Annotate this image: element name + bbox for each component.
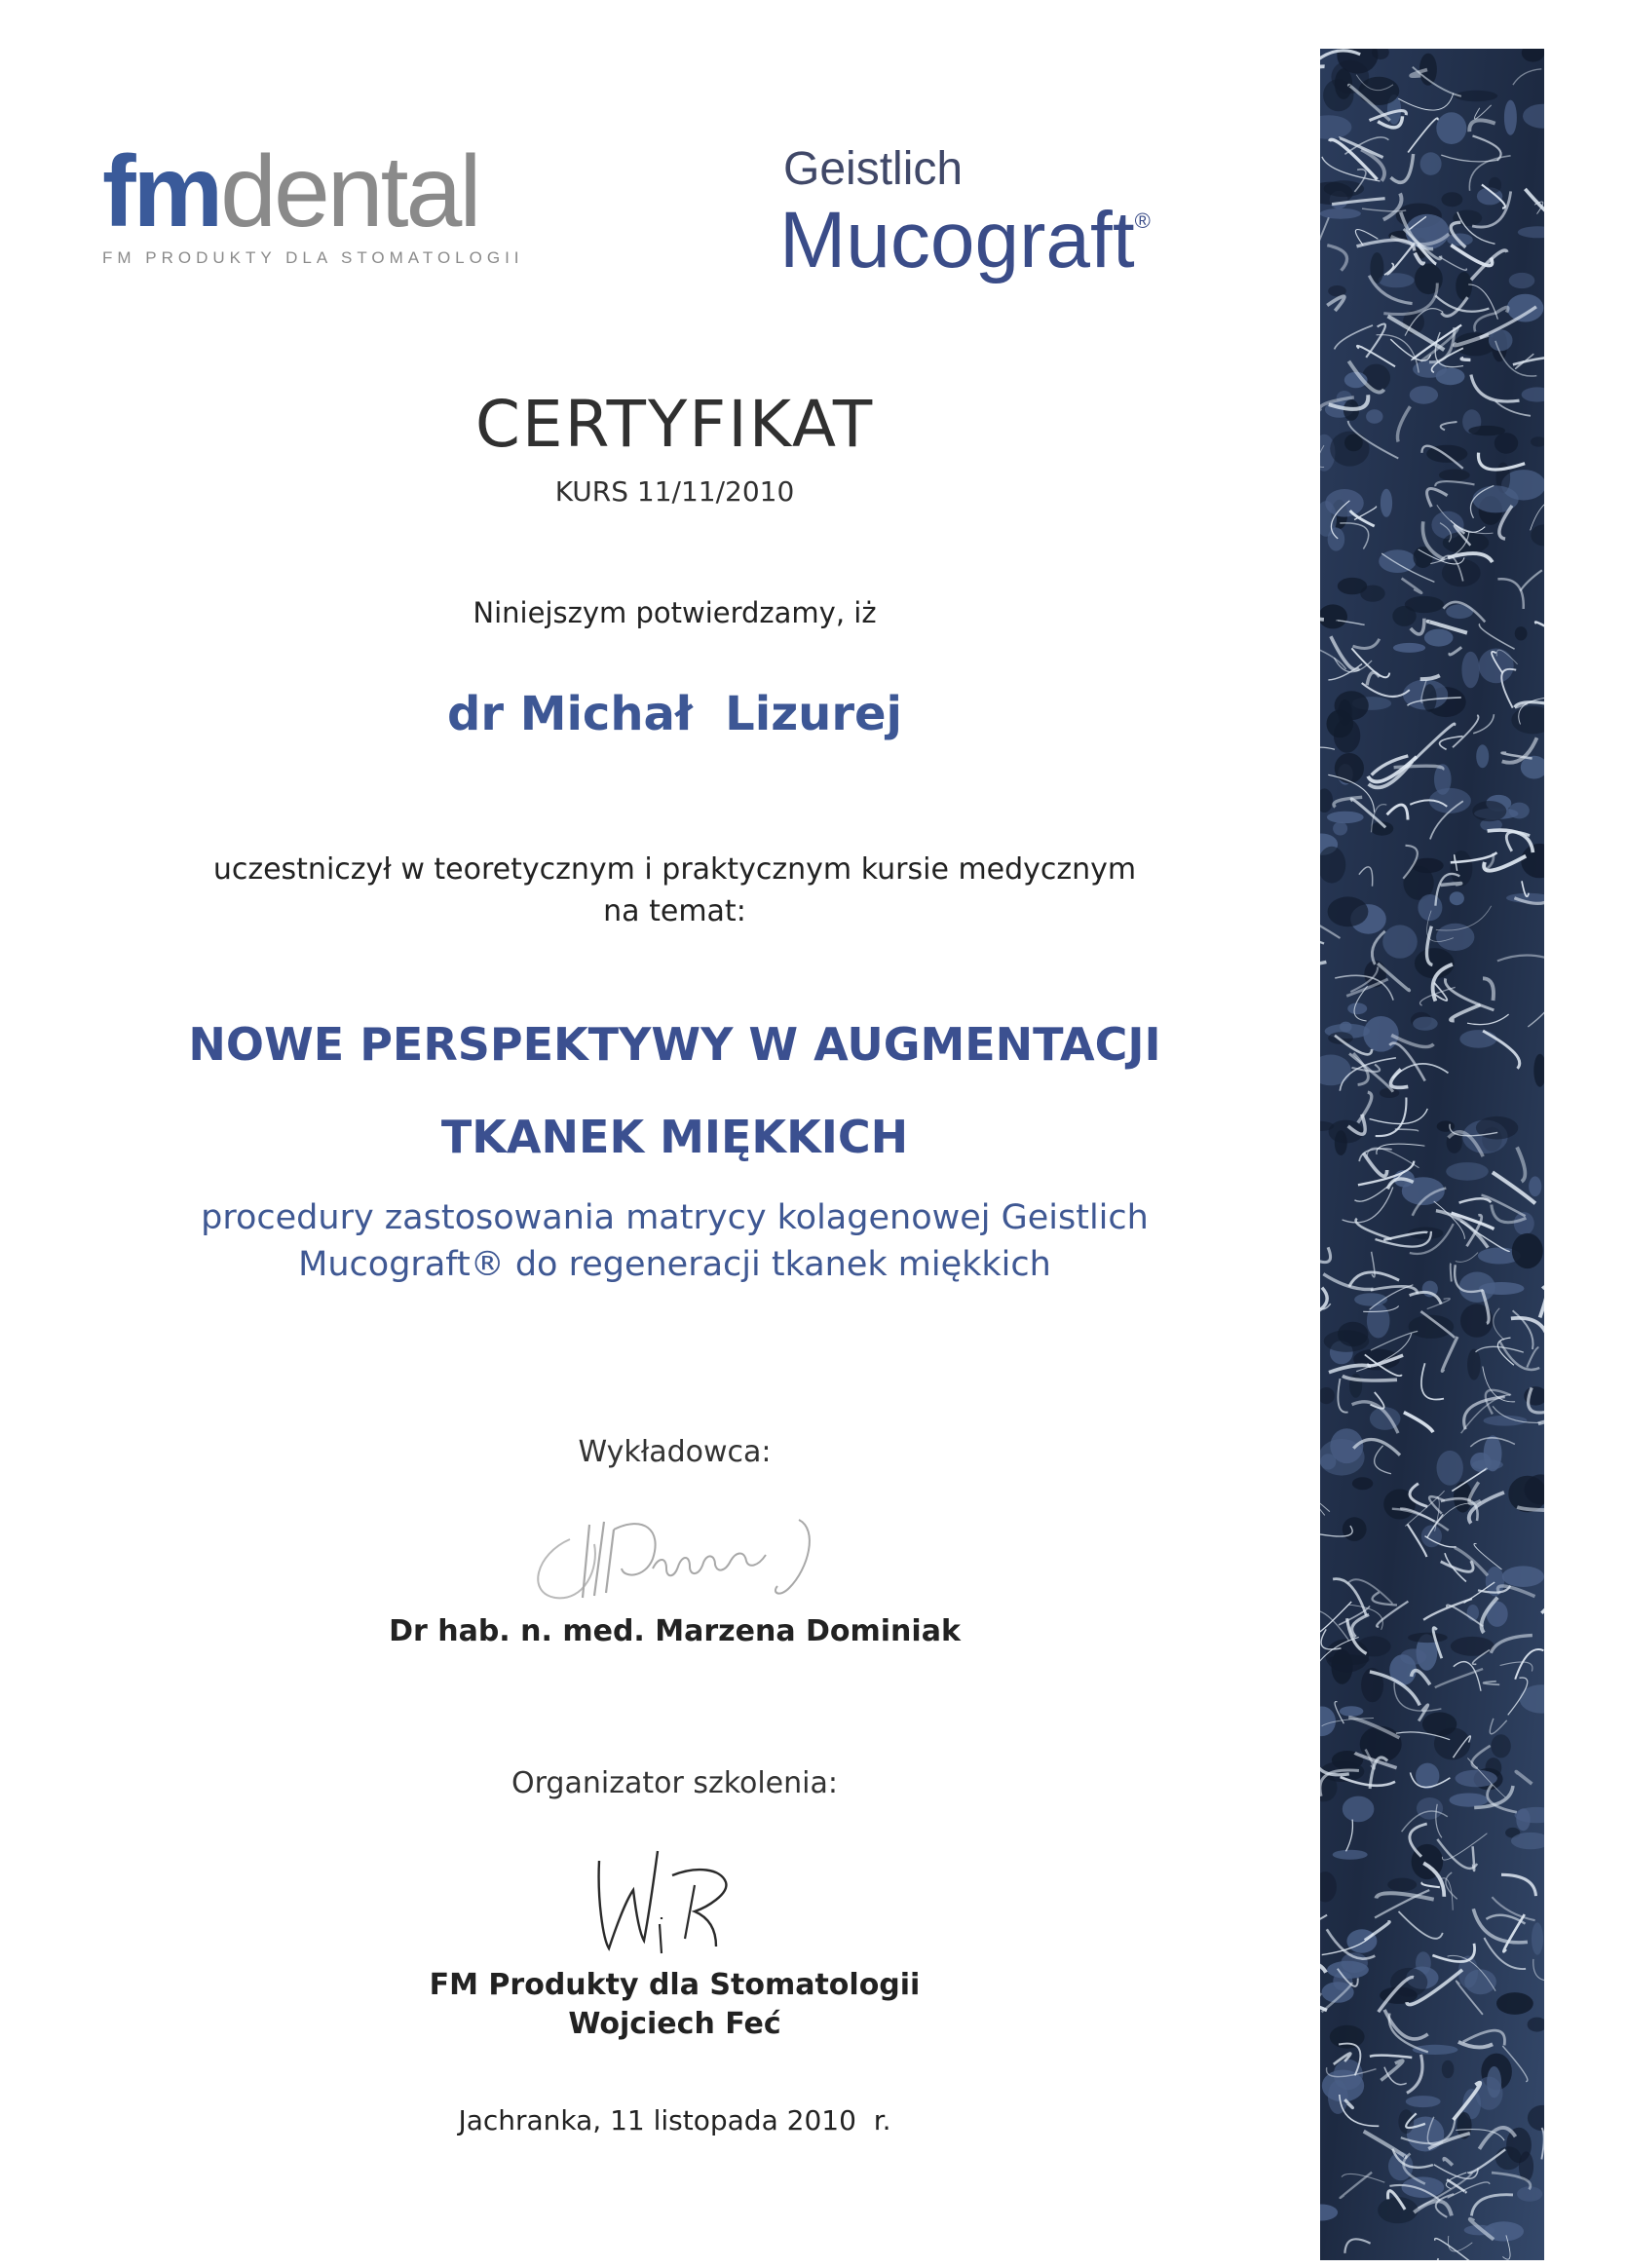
organizer-company: FM Produkty dla Stomatologii xyxy=(429,1968,921,2002)
organizer-signature-icon xyxy=(580,1832,775,1968)
strip-pore xyxy=(1352,1477,1373,1490)
strip-pore xyxy=(1461,652,1479,689)
course-topic-line2: TKANEK MIĘKKICH xyxy=(440,1111,909,1163)
strip-pore xyxy=(1491,1734,1510,1758)
strip-pore xyxy=(1387,1878,1417,1892)
strip-pore xyxy=(1379,273,1415,287)
strip-pore xyxy=(1516,1808,1530,1831)
strip-pore xyxy=(1328,1032,1353,1044)
strip-pore xyxy=(1451,1637,1495,1656)
strip-pore xyxy=(1422,684,1436,712)
strip-pore xyxy=(1450,1794,1489,1807)
strip-pore xyxy=(1340,1706,1364,1717)
strip-pore xyxy=(1464,1969,1496,1994)
course-code: KURS 11/11/2010 xyxy=(554,475,795,508)
strip-pore xyxy=(1436,112,1466,144)
strip-pore xyxy=(1335,753,1364,783)
lecturer-label: Wykładowca: xyxy=(578,1435,772,1469)
strip-pore xyxy=(1504,100,1517,135)
strip-pore xyxy=(1325,1639,1369,1672)
strip-pore xyxy=(1413,1017,1438,1031)
course-description-line1: procedury zastosowania matrycy kolagenowej Geistlich xyxy=(201,1198,1149,1237)
strip-pore xyxy=(1436,924,1474,951)
dental-part: dental xyxy=(220,135,479,248)
strip-pore xyxy=(1382,925,1418,958)
lecturer-signature-icon xyxy=(516,1500,838,1607)
registered-mark: ® xyxy=(1134,208,1151,233)
strip-pore xyxy=(1320,208,1361,219)
strip-pore xyxy=(1330,2025,1365,2049)
strip-pore xyxy=(1495,2146,1522,2170)
strip-pore xyxy=(1340,1022,1352,1033)
participation-text-line1: uczestniczył w teoretycznym i praktycznym kursie medycznym xyxy=(212,852,1137,887)
strip-pore xyxy=(1502,1566,1544,1587)
strip-pore xyxy=(1442,192,1463,207)
strip-pore xyxy=(1415,264,1443,295)
strip-pore xyxy=(1328,896,1369,926)
strip-pore xyxy=(1379,549,1416,573)
lecturer-name: Dr hab. n. med. Marzena Dominiak xyxy=(389,1614,961,1648)
strip-pore xyxy=(1327,812,1364,823)
strip-pore xyxy=(1402,2176,1445,2198)
organizer-label: Organizator szkolenia: xyxy=(511,1766,838,1800)
course-topic-line1: NOWE PERSPEKTYWY W AUGMENTACJI xyxy=(188,1018,1161,1071)
strip-pore xyxy=(1487,2066,1501,2098)
strip-pore xyxy=(1529,1176,1541,1196)
strip-pore xyxy=(1338,578,1367,594)
strip-pore xyxy=(1424,629,1454,647)
geistlich-wordmark: Geistlich xyxy=(783,143,964,195)
collagen-matrix-decorative-strip xyxy=(1320,49,1544,2260)
strip-pore xyxy=(1496,1992,1533,2015)
strip-pore xyxy=(1442,2060,1455,2079)
strip-pore xyxy=(1484,1435,1502,1471)
strip-pore xyxy=(1358,77,1399,105)
strip-pore xyxy=(1415,948,1455,978)
strip-fiber xyxy=(1440,884,1460,886)
certificate-title: CERTYFIKAT xyxy=(474,387,875,462)
strip-pore xyxy=(1509,273,1535,288)
strip-pore xyxy=(1417,1797,1443,1820)
fmdental-subtitle: FM PRODUKTY DLA STOMATOLOGII xyxy=(102,248,524,267)
course-description-line2: Mucograft® do regeneracji tkanek miękkich xyxy=(298,1245,1051,1284)
strip-pore xyxy=(1333,822,1347,836)
strip-pore xyxy=(1324,1330,1370,1352)
strip-pore xyxy=(1437,1120,1455,1131)
strip-pore xyxy=(1418,894,1442,921)
strip-pore xyxy=(1479,649,1514,684)
strip-pore xyxy=(1408,1633,1448,1643)
strip-pore xyxy=(1467,1349,1481,1380)
strip-pore xyxy=(1392,606,1416,626)
strip-pore xyxy=(1472,801,1506,821)
place-and-date: Jachranka, 11 listopada 2010 r. xyxy=(458,2104,891,2136)
mucograft-text: Mucograft xyxy=(779,196,1135,284)
geistlich-mucograft-logo xyxy=(779,143,1228,284)
strip-pore xyxy=(1515,626,1528,640)
strip-pore xyxy=(1406,2096,1441,2107)
participation-text-line2: na temat: xyxy=(603,894,746,928)
strip-pore xyxy=(1347,1002,1367,1014)
strip-pore xyxy=(1328,527,1345,550)
strip-pore xyxy=(1512,1233,1543,1268)
strip-pore xyxy=(1410,386,1438,404)
strip-fiber xyxy=(1451,1264,1452,1282)
strip-pore xyxy=(1325,489,1364,517)
strip-pore xyxy=(1343,1517,1367,1541)
fmdental-wordmark xyxy=(102,135,560,248)
strip-pore xyxy=(1420,152,1442,175)
intro-text: Niniejszym potwierdzamy, iż xyxy=(473,596,877,629)
strip-fiber xyxy=(1473,1846,1475,1871)
strip-fiber xyxy=(1461,359,1470,360)
strip-pore xyxy=(1381,489,1392,517)
strip-pore xyxy=(1459,1272,1495,1303)
strip-pore xyxy=(1476,744,1489,768)
strip-pore xyxy=(1398,2109,1414,2134)
strip-pore xyxy=(1495,433,1518,454)
strip-pore xyxy=(1333,1850,1368,1860)
fm-part: fm xyxy=(102,135,221,248)
strip-pore xyxy=(1507,294,1544,322)
strip-pore xyxy=(1346,1929,1377,1952)
strip-pore xyxy=(1422,1712,1457,1736)
strip-pore xyxy=(1338,699,1351,726)
strip-pore xyxy=(1366,409,1382,424)
strip-pore xyxy=(1363,1016,1398,1052)
strip-pore xyxy=(1456,272,1472,300)
recipient-name: dr Michał Lizurej xyxy=(446,687,903,741)
mucograft-wordmark xyxy=(779,196,1228,284)
strip-pore xyxy=(1459,1030,1496,1048)
fmdental-logo xyxy=(102,135,560,268)
strip-pore xyxy=(1532,1922,1543,1954)
strip-pore xyxy=(1343,1796,1375,1823)
strip-pore xyxy=(1393,643,1425,653)
strip-pore xyxy=(1476,1116,1518,1140)
strip-pore xyxy=(1446,1162,1489,1181)
strip-pore xyxy=(1439,470,1470,481)
strip-pore xyxy=(1437,1451,1463,1486)
strip-pore xyxy=(1327,1961,1369,1979)
strip-pore xyxy=(1450,891,1464,905)
strip-pore xyxy=(1468,426,1505,435)
organizer-person: Wojciech Feć xyxy=(568,2007,781,2041)
